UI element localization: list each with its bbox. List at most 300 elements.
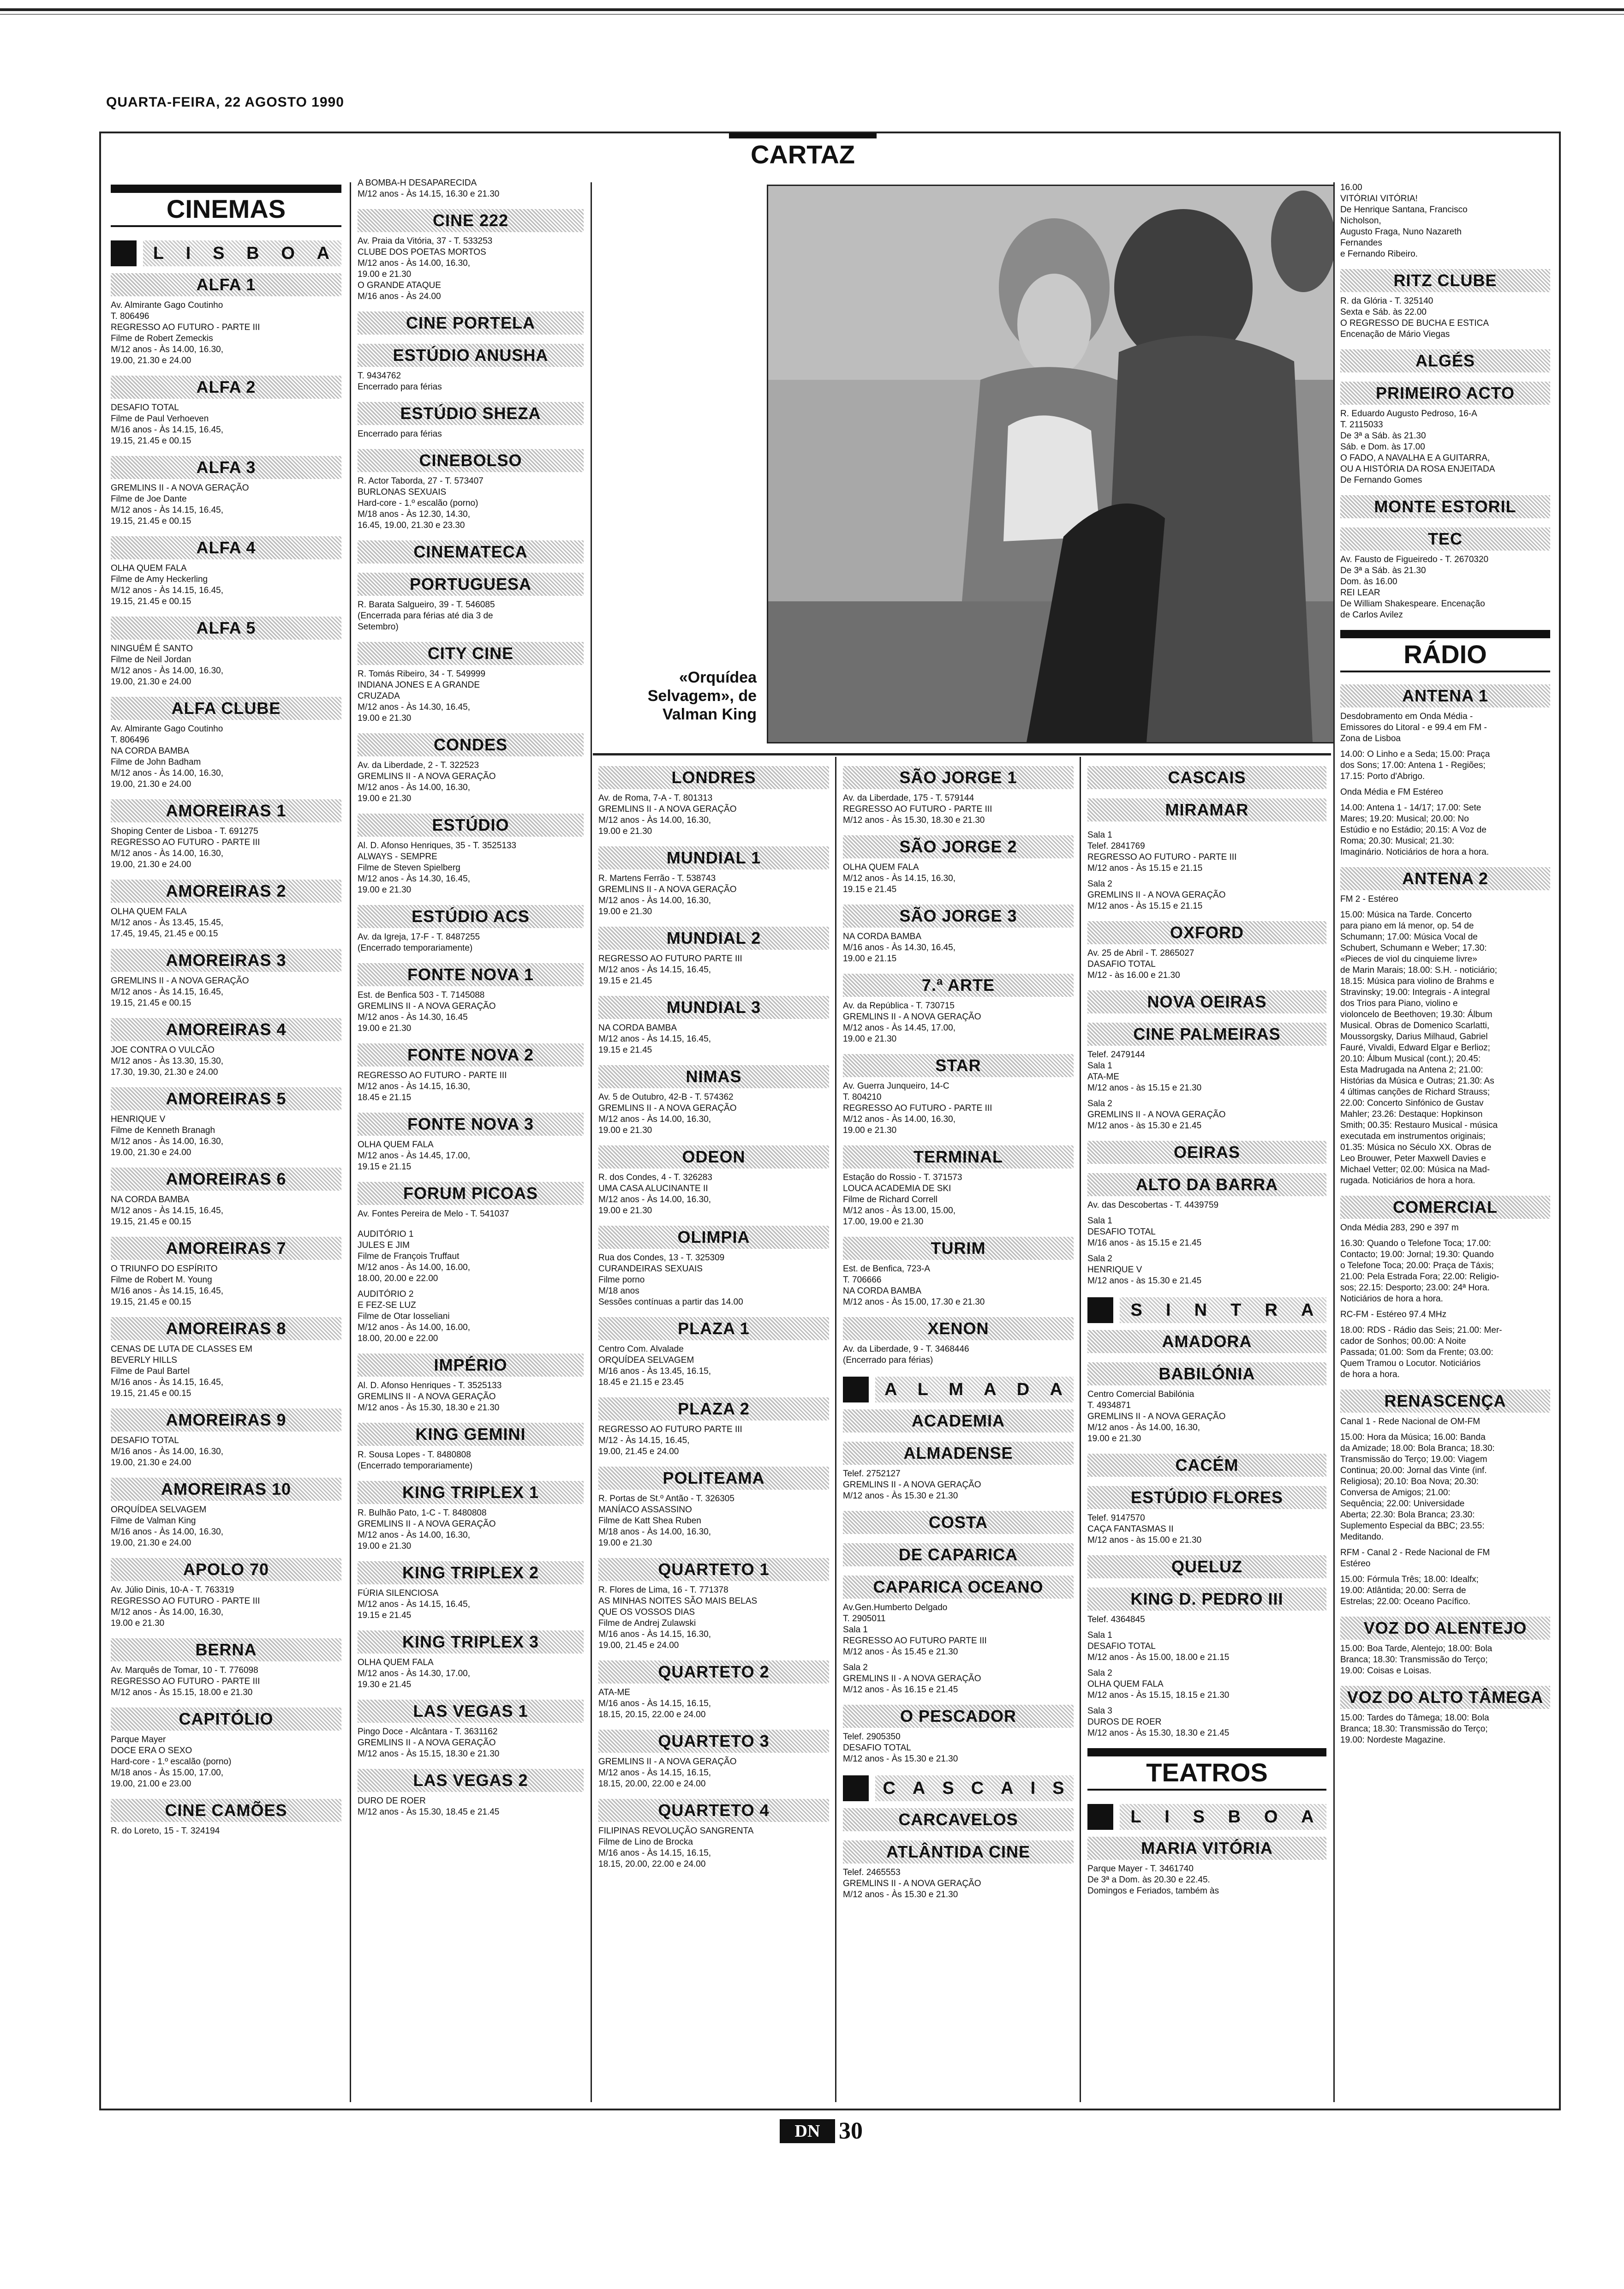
listing-line: M/12 anos - Às 14.00, 16.30, (358, 783, 470, 792)
listing-line: M/18 anos - Às 12.30, 14.30, (358, 509, 470, 519)
listing-line: Stravinsky; 19.00: Integrais - A integral (1340, 988, 1490, 997)
venue-name: ANTENA 1 (1340, 684, 1550, 707)
listing-line: Suplemento Especial da BBC; 23.55: (1340, 1521, 1485, 1531)
listing-line: GREMLINS II - A NOVA GERAÇÃO (1087, 890, 1226, 900)
city-name (143, 240, 341, 266)
venue-name: ALFA 4 (111, 536, 341, 559)
listing-line: M/16 anos - Às 14.15, 16.15, (598, 1848, 711, 1858)
listing-line: 17.00, 19.00 e 21.30 (843, 1217, 924, 1227)
listing-line: M/12 anos - Às 15.15 e 21.15 (1087, 901, 1203, 911)
venue-condes (358, 733, 584, 804)
listing-line: Av. 25 de Abril - T. 2865027 (1087, 948, 1194, 958)
listing-line: 18.15, 20.00, 22.00 e 24.00 (598, 1779, 706, 1789)
venue-monte-estoril (1340, 495, 1550, 518)
venue-fonte-nova-3 (358, 1113, 584, 1173)
venue-alfa-clube (111, 697, 341, 790)
venue-miramar (1087, 798, 1326, 912)
listing-line: REGRESSO AO FUTURO - PARTE III (111, 838, 260, 847)
city-name (1120, 1297, 1326, 1323)
listing-line: M/12 anos - Às 14.00, 16.30, (111, 1607, 223, 1617)
listing-line: BURLONAS SEXUAIS (358, 487, 447, 497)
listing-line: De William Shakespeare. Encenação (1340, 599, 1485, 609)
venue-las-vegas-1 (358, 1700, 584, 1760)
listing-line: Sala 1 (1087, 1630, 1112, 1640)
listing-line: Hard-core - 1.º escalão (porno) (358, 498, 478, 508)
venue-name: ALFA 3 (111, 456, 341, 479)
listing-line: Fauré, Vivaldi, Edward Elgar e Berlioz; (1340, 1043, 1490, 1053)
listing-line: GREMLINS II - A NOVA GERAÇÃO (843, 1879, 981, 1888)
listing-line: GREMLINS II - A NOVA GERAÇÃO (843, 1674, 981, 1684)
venue-londres (598, 766, 829, 837)
venue-name: KING TRIPLEX 2 (358, 1561, 584, 1584)
venue-name: AMOREIRAS 8 (111, 1317, 341, 1340)
listing-line (1340, 798, 1550, 803)
listing-line: M/12 anos - Às 14.15, 16.45, (358, 1600, 470, 1609)
listing-line (1087, 1663, 1326, 1668)
listing-line: M/12 anos - às 15.00 e 21.30 (1087, 1535, 1202, 1545)
venue-name: QUARTETO 1 (598, 1558, 829, 1581)
venue-name: KING D. PEDRO III (1087, 1588, 1326, 1611)
venue-name: KING TRIPLEX 3 (358, 1630, 584, 1654)
listing-line: Onda Média e FM Estéreo (1340, 787, 1443, 797)
listing-line: JULES E JIM (358, 1240, 410, 1250)
listing-line: JOE CONTRA O VULCÃO (111, 1045, 215, 1055)
city-letter: A (884, 1379, 899, 1399)
venue-alfa-3 (111, 456, 341, 527)
venue-alto-da-barra (1087, 1173, 1326, 1287)
listing-line: Histórias da Música e Outras; 21.30: As (1340, 1076, 1494, 1086)
listing-line: O FADO, A NAVALHA E A GUITARRA, (1340, 453, 1490, 463)
venue-name: ALFA 5 (111, 617, 341, 640)
venue-name: NOVA OEIRAS (1087, 990, 1326, 1013)
listing-line: Av. das Descobertas - T. 4439759 (1087, 1200, 1219, 1210)
listing-line: GREMLINS II - A NOVA GERAÇÃO (598, 804, 737, 814)
listing-line: 19.15 e 21.45 (598, 1045, 652, 1055)
listing-line: BEVERLY HILLS (111, 1355, 177, 1365)
venue-name: COSTA (843, 1511, 1074, 1534)
venue-king-triplex-3 (358, 1630, 584, 1690)
city-banner-sintra (1087, 1296, 1326, 1324)
listing-line: 18.15: Música para violino de Brahms e (1340, 977, 1494, 986)
listing-line: M/12 anos - Às 14.00, 16.30, (111, 666, 223, 676)
listing-line: Parque Mayer (111, 1735, 166, 1744)
section-heading-teatros: TEATROS (1087, 1748, 1326, 1791)
venue-cine-camoes (111, 1799, 341, 1837)
venue-primeiro-acto (1340, 382, 1550, 486)
listing-line: 19.15 e 21.45 (843, 885, 897, 894)
listing-line: Telef. 9147570 (1087, 1513, 1145, 1523)
listing-line: REGRESSO AO FUTURO - PARTE III (843, 1103, 992, 1113)
venue-name: MIRAMAR (1087, 798, 1326, 821)
listing-line: 16.45, 19.00, 21.30 e 23.30 (358, 521, 465, 530)
listing-line: e Fernando Ribeiro. (1340, 249, 1418, 259)
listing-line: Estação do Rossio - T. 371573 (843, 1173, 962, 1182)
listing-line: NA CORDA BAMBA (111, 1195, 189, 1204)
listing-line: Desdobramento em Onda Média - (1340, 712, 1473, 721)
venue-name: ESTÚDIO (358, 814, 584, 837)
listing-line: M/12 anos - Às 16.15 e 21.45 (843, 1685, 958, 1695)
venue-name: AMOREIRAS 6 (111, 1168, 341, 1191)
listing-line: HENRIQUE V (111, 1115, 166, 1124)
city-letter: S (1193, 1807, 1206, 1827)
listing-line: 19.00 e 21.30 (358, 794, 412, 803)
listing-line: 19.00 e 21.30 (843, 1034, 897, 1044)
listing-line: ORQUÍDEA SELVAGEM (111, 1505, 207, 1515)
listing-line: Filme de François Truffaut (358, 1252, 460, 1261)
venue-name: PRIMEIRO ACTO (1340, 382, 1550, 405)
listing-line: CLUBE DOS POETAS MORTOS (358, 247, 486, 257)
venue-name: CAPITÓLIO (111, 1708, 341, 1731)
listing-line: Parque Mayer - T. 3461740 (1087, 1864, 1194, 1874)
listing-line: 15.00: Fórmula Três; 18.00: Idealfx; (1340, 1575, 1479, 1584)
listing-line: M/12 anos - Às 13.30, 15.30, (111, 1056, 223, 1066)
listing-line: M/12 anos - Às 14.00, 16.00, (358, 1263, 470, 1272)
listing-line (1087, 1249, 1326, 1253)
listing-line: M/12 anos - Às 14.00, 16.30, (358, 1530, 470, 1540)
listing-line: 19.00 e 21.15 (843, 954, 897, 964)
listing-line: Filme de Steven Spielberg (358, 863, 460, 873)
city-letter: B (1228, 1807, 1243, 1827)
listing-line: M/12 anos - Às 14.00, 16.30, (598, 1195, 711, 1204)
venue-name: MARIA VITÓRIA (1087, 1837, 1326, 1860)
listing-line: AUDITÓRIO 2 (358, 1289, 414, 1299)
listing-line: Meditando. (1340, 1532, 1384, 1542)
listing-line: REI LEAR (1340, 588, 1380, 598)
venue-name: MUNDIAL 1 (598, 846, 829, 869)
listing-line: T. 806496 (111, 735, 149, 745)
listing-line: NA CORDA BAMBA (111, 746, 189, 756)
listing-line: 4 últimas canções de Richard Strauss; (1340, 1087, 1490, 1097)
listing-line: Imaginário. Noticiários de hora a hora. (1340, 847, 1489, 857)
top-rule-thin (0, 14, 1624, 15)
listing-line: Roma; 20.30: Musical; 21.30: (1340, 836, 1455, 846)
listing-line: NA CORDA BAMBA (843, 932, 921, 941)
venue-carcavelos (843, 1808, 1074, 1831)
column-divider (1333, 182, 1335, 2102)
listing-line: R. Barata Salgueiro, 39 - T. 546085 (358, 600, 495, 610)
venue-estudio-flores (1087, 1486, 1326, 1546)
listing-line: LOUCA ACADEMIA DE SKI (843, 1184, 951, 1193)
city-letter: C (883, 1778, 897, 1798)
listing-line: 19.00, 21.30 e 24.00 (111, 677, 191, 687)
listing-line: GREMLINS II - A NOVA GERAÇÃO (358, 1392, 496, 1402)
listing-line: DESAFIO TOTAL (843, 1743, 911, 1753)
venue-star (843, 1054, 1074, 1136)
listing-line: de Marin Marais; 18.00: S.H. - noticiário; (1340, 965, 1498, 975)
venue-name: STAR (843, 1054, 1074, 1077)
listing-line: GREMLINS II - A NOVA GERAÇÃO (111, 483, 249, 493)
listing-line: 21.00: Pela Estrada Fora; 22.00: Religio- (1340, 1272, 1499, 1282)
listing-line: Musical. Obras de Domenico Scarlatti, (1340, 1021, 1490, 1031)
listing-line: 19.00 e 21.30 (598, 1126, 652, 1135)
listing-line: Av. Guerra Junqueiro, 14-C (843, 1081, 949, 1091)
venue-terminal (843, 1145, 1074, 1228)
venue-amoreiras-1 (111, 799, 341, 870)
venue-queluz (1087, 1555, 1326, 1578)
venue-name: PLAZA 2 (598, 1397, 829, 1420)
venue-name: ATLÂNTIDA CINE (843, 1840, 1074, 1864)
venue-name: ALGÉS (1340, 349, 1550, 372)
top-rule (0, 8, 1624, 11)
listing-line: REGRESSO AO FUTURO - PARTE III (1087, 852, 1237, 862)
film-still-photo (767, 185, 1335, 743)
listing-line: REGRESSO AO FUTURO PARTE III (598, 954, 742, 964)
venue-name: SÃO JORGE 3 (843, 905, 1074, 928)
listing-line: 19.15, 21.45 e 00.15 (111, 998, 191, 1008)
listing-line: para piano em lá menor, op. 54 de (1340, 921, 1474, 931)
listing-line: Av. Almirante Gago Coutinho (111, 300, 223, 310)
listing-line: DESAFIO TOTAL (111, 1436, 179, 1445)
venue-cinemateca (358, 540, 584, 563)
venue-name: DE CAPARICA (843, 1543, 1074, 1566)
listing-line: 18.45 e 21.15 e 23.45 (598, 1378, 684, 1387)
listing-line: DURO DE ROER (358, 1796, 426, 1806)
listing-line: 19.15, 21.45 e 00.15 (111, 1297, 191, 1307)
listing-line: M/12 anos - Às 15.30, 18.30 e 21.30 (843, 815, 985, 825)
listing-line: Passada; 01.00: Som da Frente; 03.00: (1340, 1348, 1493, 1357)
venue-name: ALTO DA BARRA (1087, 1173, 1326, 1196)
listing-line: M/12 anos - Às 15.00, 18.00 e 21.15 (1087, 1653, 1230, 1662)
listing-line: Sequência; 22.00: Universidade (1340, 1499, 1465, 1509)
listing-line: Telef. 2905350 (843, 1732, 901, 1742)
listing-line: 19.00, 21.45 e 24.00 (598, 1641, 679, 1650)
venue-name: AMOREIRAS 10 (111, 1478, 341, 1501)
listing-line: M/18 anos - Às 14.00, 16.30, (598, 1527, 711, 1537)
listing-line: VITÓRIAI VITÓRIA! (1340, 194, 1418, 204)
venue-name: LONDRES (598, 766, 829, 789)
listing-line: DESAFIO TOTAL (1087, 1642, 1156, 1651)
listing-line: M/12 anos - Às 14.30, 17.00, (358, 1669, 470, 1678)
city-letter: C (971, 1778, 986, 1798)
listings-column-1 (111, 185, 341, 1846)
city-letter: T (1230, 1300, 1243, 1320)
listing-line: Mahler; 23.26: Destaque: Hopkinson (1340, 1109, 1483, 1119)
listing-line: R. Bulhão Pato, 1-C - T. 8480808 (358, 1508, 487, 1518)
venue-name: PORTUGUESA (358, 573, 584, 596)
listing-line (1340, 744, 1550, 749)
venue-name: MUNDIAL 3 (598, 996, 829, 1019)
listing-line: M/16 anos - Às 14.15, 16.45, (111, 425, 223, 435)
listing-line: Onda Média 283, 290 e 397 m (1340, 1223, 1459, 1233)
listing-line: cador de Sonhos; 00.00: A Noite (1340, 1336, 1466, 1346)
listing-line: R. Martens Ferrão - T. 538743 (598, 874, 716, 883)
listing-line: R. da Glória - T. 325140 (1340, 296, 1433, 306)
listing-line: REGRESSO AO FUTURO PARTE III (843, 1636, 987, 1646)
listing-line: M/12 anos - Às 13.00, 15.00, (843, 1206, 955, 1216)
listing-line: OLHA QUEM FALA (1087, 1679, 1164, 1689)
listing-line: M/12 anos - Às 15.00, 17.30 e 21.30 (843, 1297, 985, 1307)
listing-line: M/12 anos - Às 15.30 e 21.30 (843, 1491, 958, 1501)
listing-line: M/18 anos - Às 15.00, 17.00, (111, 1768, 223, 1778)
listing-line: M/12 anos - às 15.15 e 21.30 (1087, 1083, 1202, 1093)
city-banner-lisboa (1087, 1803, 1326, 1831)
listing-line: Av. Fontes Pereira de Melo - T. 541037 (358, 1209, 509, 1219)
listing-line: Nicholson, (1340, 216, 1381, 226)
venue-politeama (598, 1467, 829, 1549)
venue-name: AMOREIRAS 9 (111, 1408, 341, 1432)
venue-king-triplex-2 (358, 1561, 584, 1621)
venue-name: ESTÚDIO ANUSHA (358, 344, 584, 367)
listing-line: Augusto Fraga, Nuno Nazareth (1340, 227, 1462, 237)
listing-line: M/12 anos - Às 15.30, 18.30 e 21.45 (1087, 1728, 1230, 1738)
venue-name: PLAZA 1 (598, 1317, 829, 1340)
listing-line: M/16 anos - Às 14.15, 16.30, (598, 1630, 711, 1639)
listing-line: M/12 anos - Às 14.15, 16.15, (598, 1768, 711, 1778)
venue-amoreiras-5 (111, 1087, 341, 1158)
venue-olimpia (598, 1226, 829, 1308)
listing-line: (Encerrado temporariamente) (358, 943, 473, 953)
venue-estudio-sheza (358, 402, 584, 440)
listing-line: HENRIQUE V (1087, 1265, 1142, 1275)
venue-forum-picoas (358, 1182, 584, 1220)
city-letter: S (1130, 1300, 1144, 1320)
venue-name: BERNA (111, 1638, 341, 1661)
listing-line (358, 1284, 584, 1289)
city-banner-cascais (843, 1774, 1074, 1803)
listing-text (1340, 182, 1550, 260)
venue-cinebolso (358, 449, 584, 531)
listing-line: 19.00 e 21.30 (358, 713, 412, 723)
listing-line: CENAS DE LUTA DE CLASSES EM (111, 1344, 252, 1354)
column-divider (1080, 757, 1081, 2102)
listing-line (1340, 1320, 1550, 1325)
venue-name: TEC (1340, 527, 1550, 551)
listing-line: M/12 anos - Às 14.45, 17.00, (358, 1151, 470, 1161)
listing-line: R. Tomás Ribeiro, 34 - T. 549999 (358, 669, 486, 679)
venue-sao-jorge-3 (843, 905, 1074, 965)
section-title: CARTAZ (729, 133, 877, 176)
venue-name: OXFORD (1087, 921, 1326, 944)
city-letter: A (1301, 1300, 1316, 1320)
listing-line: (Encerrado temporariamente) (358, 1461, 473, 1471)
listing-line: M/12 anos - Às 14.15, 16.45, (111, 505, 223, 515)
listing-line: CURANDEIRAS SEXUAIS (598, 1264, 703, 1274)
listing-line: 19.00 e 21.30 (598, 1206, 652, 1216)
listing-line: Al. D. Afonso Henriques, 35 - T. 3525133 (358, 841, 516, 851)
city-letter: B (246, 243, 261, 263)
listing-line: Filme de Richard Correll (843, 1195, 937, 1204)
listing-line: Conversa de Amigos; 21.00: (1340, 1488, 1451, 1498)
listing-line: M/12 anos - Às 14.15, 16.30 e 21.30 (358, 189, 500, 199)
listing-line: Filme de Lino de Brocka (598, 1837, 693, 1847)
venue-portuguesa (358, 573, 584, 633)
venue-name: FORUM PICOAS (358, 1182, 584, 1205)
city-banner-lisboa (111, 239, 341, 268)
listing-line: dos Trios para Piano, violino e (1340, 999, 1458, 1008)
listing-line: NA CORDA BAMBA (843, 1286, 921, 1296)
listing-line: Sala 2 (1087, 1668, 1112, 1678)
listing-line: M/16 anos - Às 14.15, 16.15, (598, 1699, 711, 1708)
listing-line: Domingos e Feriados, também às (1087, 1886, 1219, 1896)
listing-line: 19.00, 21.30 e 24.00 (111, 860, 191, 869)
listing-line: Av. Almirante Gago Coutinho (111, 724, 223, 734)
venue-name: LAS VEGAS 1 (358, 1700, 584, 1723)
listing-line: Av. da Igreja, 17-F - T. 8487255 (358, 932, 480, 942)
listing-line: Sala 2 (1087, 1099, 1112, 1109)
listing-line: M/12 anos - Às 14.30, 16.45 (358, 1013, 468, 1022)
listing-line: 20.10: Álbum Musical (cont.); 20.45: (1340, 1054, 1481, 1064)
listing-line: M/18 anos (598, 1286, 639, 1296)
venue-name: KING TRIPLEX 1 (358, 1481, 584, 1504)
listing-line: REGRESSO AO FUTURO - PARTE III (111, 323, 260, 332)
listing-line: Sala 1 (1087, 830, 1112, 840)
venue-name: ALFA CLUBE (111, 697, 341, 720)
venue-king-d-pedro-iii (1087, 1588, 1326, 1739)
venue-alfa-1 (111, 273, 341, 366)
venue-name: ESTÚDIO SHEZA (358, 402, 584, 425)
listing-line: T. 806496 (111, 312, 149, 321)
listing-line: UMA CASA ALUCINANTE II (598, 1184, 708, 1193)
listing-line: T. 804210 (843, 1092, 882, 1102)
listing-line: ATA-ME (598, 1688, 630, 1697)
venue-name: AMOREIRAS 4 (111, 1018, 341, 1041)
listing-line: Av. da Liberdade, 2 - T. 322523 (358, 761, 479, 770)
venue-name: CINE PALMEIRAS (1087, 1023, 1326, 1046)
listing-line: DESAFIO TOTAL (111, 403, 179, 413)
venue-name: BABILÓNIA (1087, 1362, 1326, 1385)
listing-line: Fernandes (1340, 238, 1382, 248)
listing-line: M/12 anos - Às 15.45 e 21.30 (843, 1647, 958, 1657)
listing-line: Setembro) (358, 622, 399, 632)
venue-ritz-clube (1340, 269, 1550, 340)
listing-text (358, 178, 584, 200)
listing-line: 16.00 (1340, 183, 1362, 192)
listing-line: Av. da Liberdade, 175 - T. 579144 (843, 793, 974, 803)
listing-line: violoncelo de Beethoven; 19.30: Álbum (1340, 1010, 1493, 1019)
venue-amoreiras-3 (111, 949, 341, 1009)
listing-line: GREMLINS II - A NOVA GERAÇÃO (843, 1480, 981, 1490)
listing-line: R. Sousa Lopes - T. 8480808 (358, 1450, 471, 1460)
listing-line: RFM - Canal 2 - Rede Nacional de FM (1340, 1548, 1490, 1558)
listing-line: De 3ª a Sáb. às 21.30 (1340, 431, 1426, 441)
listing-line: 14.00: O Linho e a Seda; 15.00: Praça (1340, 749, 1490, 759)
listing-line: Canal 1 - Rede Nacional de OM-FM (1340, 1417, 1481, 1426)
venue-name: QUELUZ (1087, 1555, 1326, 1578)
listing-line: Quem Tramou o Locutor. Noticiários (1340, 1359, 1481, 1368)
listing-line: GREMLINS II - A NOVA GERAÇÃO (598, 1757, 737, 1767)
listing-line: Dom. às 16.00 (1340, 577, 1397, 587)
column-divider (350, 182, 351, 2102)
city-letter: A (1050, 1379, 1064, 1399)
listing-line: Telef. 4364845 (1087, 1615, 1145, 1624)
city-banner-block (111, 240, 137, 266)
listing-line: Continua; 20.00: Jornal das Vinte (inf. (1340, 1466, 1487, 1475)
listing-line: 19.30 e 21.45 (358, 1680, 412, 1690)
city-letter: A (1301, 1807, 1316, 1827)
listing-line: M/12 anos - Às 14.00, 16.30, (111, 345, 223, 354)
venue-name: OEIRAS (1087, 1141, 1326, 1164)
listing-line: M/12 anos - às 15.30 e 21.45 (1087, 1121, 1202, 1131)
listing-line: Rua dos Condes, 13 - T. 325309 (598, 1253, 725, 1263)
city-letter: L (1130, 1807, 1143, 1827)
listing-line: 19.00: Coisas e Loisas. (1340, 1666, 1432, 1676)
listing-line: OLHA QUEM FALA (111, 907, 187, 917)
listing-line: Centro Com. Alvalade (598, 1344, 684, 1354)
venue-mundial-3 (598, 996, 829, 1056)
listing-line: Estéreo (1340, 1559, 1371, 1569)
city-letter: M (949, 1379, 965, 1399)
listing-line: GREMLINS II - A NOVA GERAÇÃO (1087, 1110, 1226, 1120)
listing-line: M/12 anos - Às 14.15, 16.45, (111, 586, 223, 595)
listing-line: 17.30, 19.30, 21.30 e 24.00 (111, 1067, 218, 1077)
listing-line: NA CORDA BAMBA (598, 1023, 677, 1033)
venue-alfa-2 (111, 376, 341, 447)
listing-line: ORQUÍDEA SELVAGEM (598, 1355, 694, 1365)
venue-name: ESTÚDIO ACS (358, 905, 584, 928)
listing-line: DOCE ERA O SEXO (111, 1746, 192, 1756)
listing-line: Michael Vetter; 02.00: Música na Mad- (1340, 1165, 1490, 1174)
listing-line (1340, 782, 1550, 787)
